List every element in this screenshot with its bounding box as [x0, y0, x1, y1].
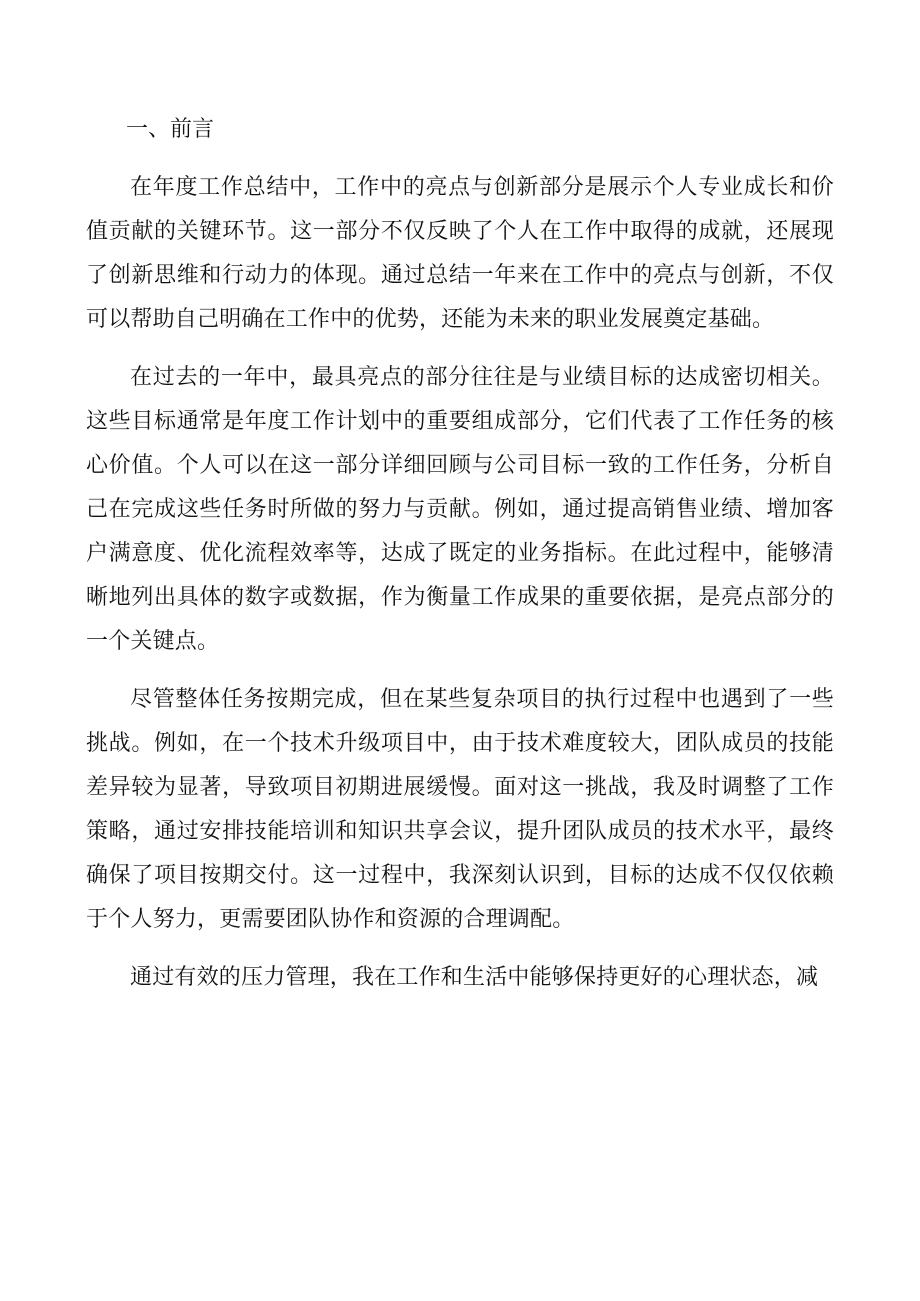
- section-heading: 一、前言: [126, 117, 215, 142]
- document-body: [86, 108, 834, 1014]
- paragraph-highlights: 在过去的一年中，最具亮点的部分往往是与业绩目标的达成密切相关。这些目标通常是年度工作计划中的重要组成部分，它们代表了工作任务的核心价值。个人可以在这一部分详细回顾与公司目标一致的工作任务，分析自己在完成这些任务时所做的努力与贡献。例如，通过提高销售业绩、增加客户满意度、优化流程效率等，达成了既定的业务指标。在此过程中，能够清晰地列出具体的数字或数据，作为衡量工作成果的重要依据，是亮点部分的一个关键点。: [86, 365, 834, 654]
- paragraph-stress-management: 通过有效的压力管理，我在工作和生活中能够保持更好的心理状态，减: [130, 965, 819, 990]
- paragraph-intro: 在年度工作总结中，工作中的亮点与创新部分是展示个人专业成长和价值贡献的关键环节。这一部分不仅反映了个人在工作中取得的成就，还展现了创新思维和行动力的体现。通过总结一年来在工作中的亮点与创新，不仅可以帮助自己明确在工作中的优势，还能为未来的职业发展奠定基础。: [86, 175, 834, 332]
- paragraph-challenges: 尽管整体任务按期完成，但在某些复杂项目的执行过程中也遇到了一些挑战。例如，在一个技术升级项目中，由于技术难度较大，团队成员的技能差异较为显著，导致项目初期进展缓慢。面对这一挑战，我及时调整了工作策略，通过安排技能培训和知识共享会议，提升团队成员的技术水平，最终确保了项目按期交付。这一过程中，我深刻认识到，目标的达成不仅仅依赖于个人努力，更需要团队协作和资源的合理调配。: [86, 687, 834, 932]
